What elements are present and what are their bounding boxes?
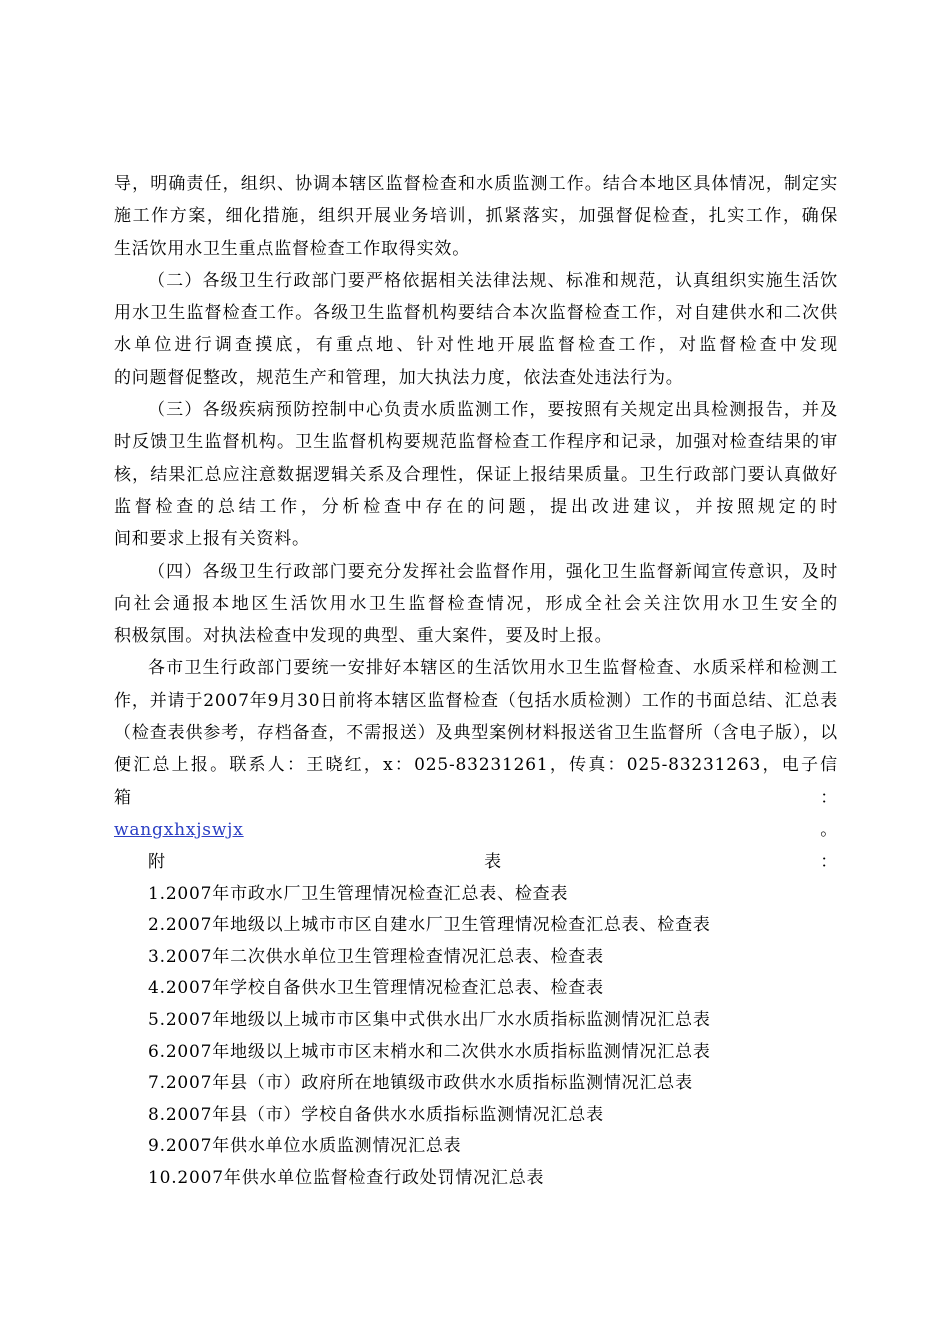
paragraph-item-2 — [114, 265, 838, 394]
attachment-item: 6.2007年地级以上城市市区末梢水和二次供水水质指标监测情况汇总表 — [148, 1041, 711, 1062]
paragraph-text: （二）各级卫生行政部门要严格依据相关法律法规、标准和规范，认真组织实施生活饮用水卫生监督检查工作。各级卫生监督机构要结合本次监督检查工作，对自建供水和二次供水单位进行调查摸底，有重点地、针对性地开展监督检查工作，对监督检查中发现 — [114, 270, 838, 356]
paragraph-submission — [114, 652, 838, 846]
paragraph-text-last: 的问题督促整改，规范生产和管理，加大执法力度，依法查处违法行为。 — [114, 367, 684, 388]
paragraph-item-4 — [114, 556, 838, 653]
paragraph-continuation — [114, 168, 838, 265]
paragraph-text-last: 积极氛围。对执法检查中发现的典型、重大案件，要及时上报。 — [114, 626, 613, 647]
paragraph-text: （四）各级卫生行政部门要充分发挥社会监督作用，强化卫生监督新闻宣传意识，及时向社会通报本地区生活饮用水卫生监督检查情况，形成全社会关注饮用水卫生安全的 — [114, 561, 838, 614]
email-link[interactable]: wangxhxjswjx — [114, 819, 244, 840]
paragraph-text-last: 生活饮用水卫生重点监督检查工作取得实效。 — [114, 238, 470, 259]
paragraph-text: （三）各级疾病预防控制中心负责水质监测工作，要按照有关规定出具检测报告，并及时反馈卫生监督机构。卫生监督机构要规范监督检查工作程序和记录，加强对检查结果的审核，结果汇总应注意数据逻辑关系及合理性，保证上报结果质量。卫生行政部门要认真做好监督检查的总结工作，分析检查中存在的问题，提出改进建议，并按照规定的时 — [114, 400, 838, 517]
attachment-item: 9.2007年供水单位水质监测情况汇总表 — [148, 1136, 462, 1157]
paragraph-text: 各市卫生行政部门要统一安排好本辖区的生活饮用水卫生监督检查、水质采样和检测工作，并请于2007年9月30日前将本辖区监督检查（包括水质检测）工作的书面总结、汇总表（检查表供参考，存档备查，不需报送）及典型案例材料报送省卫生监督所（含电子版），以便汇总上报。联系人：王晓红，x：025-83231261，传真：025-83231263，电子信箱： — [114, 658, 838, 808]
email-tail: 。 — [243, 819, 838, 840]
attachment-item: 4.2007年学校自备供水卫生管理情况检查汇总表、检查表 — [148, 978, 604, 999]
paragraph-text: 导，明确责任，组织、协调本辖区监督检查和水质监测工作。结合本地区具体情况，制定实施工作方案，细化措施，组织开展业务培训，抓紧落实，加强督促检查，扎实工作，确保 — [114, 174, 838, 227]
paragraph-item-3 — [114, 394, 838, 555]
attachment-item: 7.2007年县（市）政府所在地镇级市政供水水质指标监测情况汇总表 — [148, 1073, 693, 1094]
attachment-item: 10.2007年供水单位监督检查行政处罚情况汇总表 — [148, 1167, 545, 1188]
paragraph-text-last: 间和要求上报有关资料。 — [114, 529, 310, 550]
attachment-item: 1.2007年市政水厂卫生管理情况检查汇总表、检查表 — [148, 883, 569, 904]
attachments-list — [114, 879, 838, 1195]
attachment-item: 5.2007年地级以上城市市区集中式供水出厂水水质指标监测情况汇总表 — [148, 1009, 711, 1030]
attachment-item: 2.2007年地级以上城市市区自建水厂卫生管理情况检查汇总表、检查表 — [148, 915, 711, 936]
attachments-heading: 附表： — [148, 852, 838, 873]
document-body — [114, 168, 838, 1194]
email-line — [114, 814, 838, 846]
attachment-item: 3.2007年二次供水单位卫生管理检查情况汇总表、检查表 — [148, 946, 604, 967]
attachment-item: 8.2007年县（市）学校自备供水水质指标监测情况汇总表 — [148, 1104, 604, 1125]
